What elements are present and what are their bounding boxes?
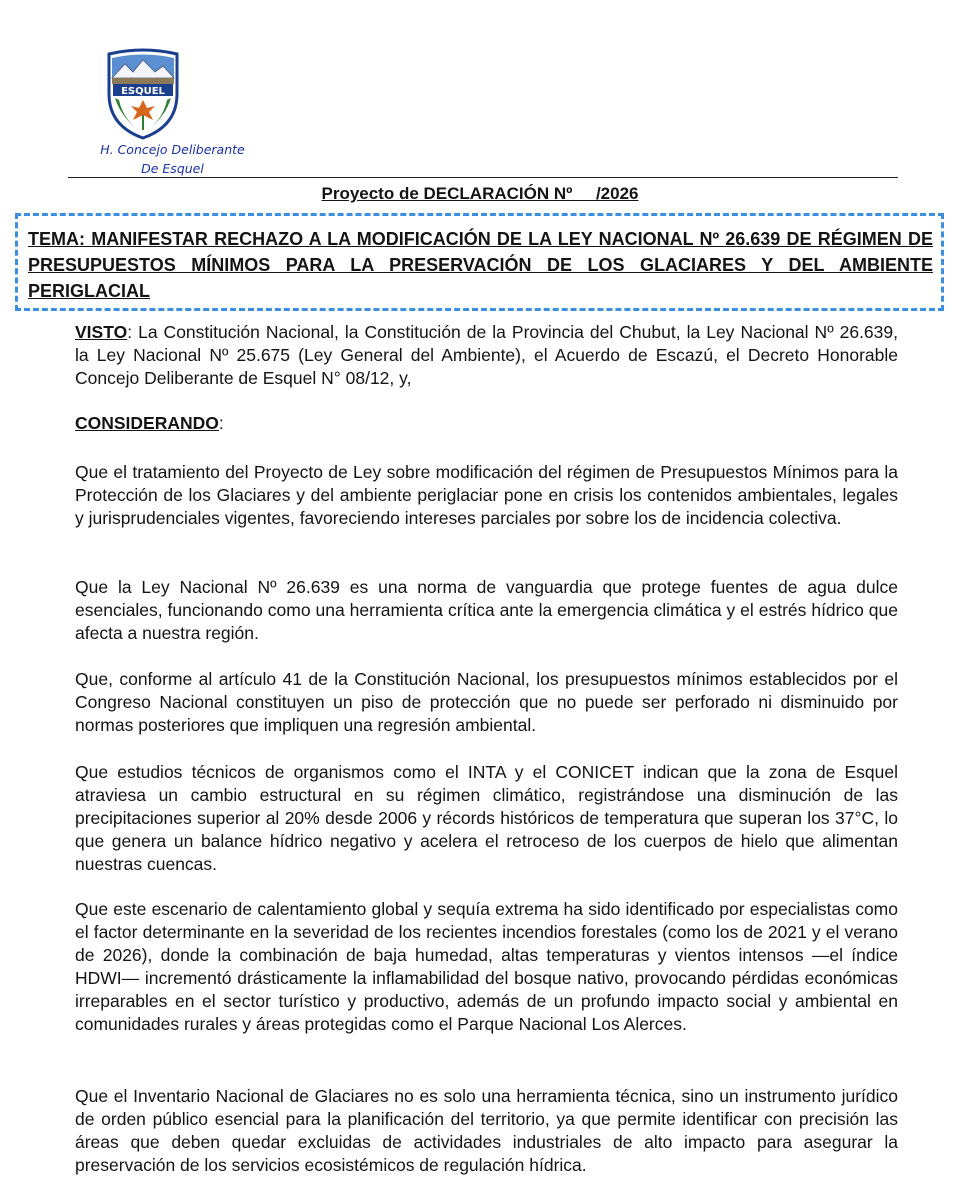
considerando-paragraph: Que el tratamiento del Proyecto de Ley sobre modificación del régimen de Presupuestos Mínimos para la Protección de los Glaciares y del ambiente periglaciar pone en crisis los contenidos ambientales, legales y jurisprudenciales vigentes, favoreciendo intereses parciales por sobre los de incidencia colectiva. [75,462,898,528]
council-name-line2: De Esquel [141,161,204,176]
considerando-suffix: : [218,413,224,433]
considerando-label: CONSIDERANDO [75,413,219,433]
tema-heading: TEMA: MANIFESTAR RECHAZO A LA MODIFICACIÓN DE LA LEY NACIONAL Nº 26.639 DE RÉGIMEN DE PRESUPUESTOS MÍNIMOS PARA LA PRESERVACIÓN DE LOS GLACIARES Y DEL AMBIENTE PERIGLACIAL [28,229,933,301]
considerando-paragraph: Que estudios técnicos de organismos como el INTA y el CONICET indican que la zona de Esquel atraviesa un cambio estructural en su régimen climático, registrándose una disminución de las precipitaciones superior al 20% desde 2006 y récords históricos de temperatura que superan los 37°C, lo que genera un balance hídrico negativo y acelera el retroceso de los cuerpos de hielo que alimentan nuestras cuencas. [75,762,898,874]
considerando-paragraph: Que este escenario de calentamiento global y sequía extrema ha sido identificado por especialistas como el factor determinante en la severidad de los recientes incendios forestales (como los de 2021 y el verano de 2026), donde la combinación de baja humedad, altas temperaturas y vientos intensos —el índice HDWI— incrementó drásticamente la inflamabilidad del bosque nativo, provocando pérdidas económicas irreparables en el sector turístico y productivo, además de un profundo impacto social y ambiental en comunidades rurales y áreas protegidas como el Parque Nacional Los Alerces. [75,899,898,1034]
logo-text: ESQUEL [121,86,165,97]
considerando-paragraph: Que, conforme al artículo 41 de la Constitución Nacional, los presupuestos mínimos establecidos por el Congreso Nacional constituyen un piso de protección que no puede ser perforado ni disminuido por normas posteriores que impliquen una regresión ambiental. [75,669,898,735]
visto-text: : La Constitución Nacional, la Constitución de la Provincia del Chubut, la Ley Nacional Nº 26.639, la Ley Nacional Nº 25.675 (Ley General del Ambiente), el Acuerdo de Escazú, el Decreto Honorable Concejo Deliberante de Esquel N° 08/12, y, [75,322,898,388]
council-name-line1: H. Concejo Deliberante [100,142,245,157]
document-title: Proyecto de DECLARACIÓN Nº /2026 [321,184,639,203]
visto-label: VISTO [75,322,128,342]
council-name [60,140,285,178]
visto-paragraph [75,321,898,390]
esquel-coat-of-arms-logo [103,48,183,140]
header-divider [68,177,898,178]
considerando-heading [75,412,224,435]
considerando-paragraph: Que el Inventario Nacional de Glaciares no es solo una herramienta técnica, sino un instrumento jurídico de orden público esencial para la planificación del territorio, ya que permite identificar con precisión las áreas que deben quedar excluidas de actividades industriales de alto impacto para asegurar la preservación de los servicios ecosistémicos de regulación hídrica. [75,1086,898,1175]
considerando-paragraph: Que la Ley Nacional Nº 26.639 es una norma de vanguardia que protege fuentes de agua dulce esenciales, funcionando como una herramienta crítica ante la emergencia climática y el estrés hídrico que afecta a nuestra región. [75,577,898,643]
